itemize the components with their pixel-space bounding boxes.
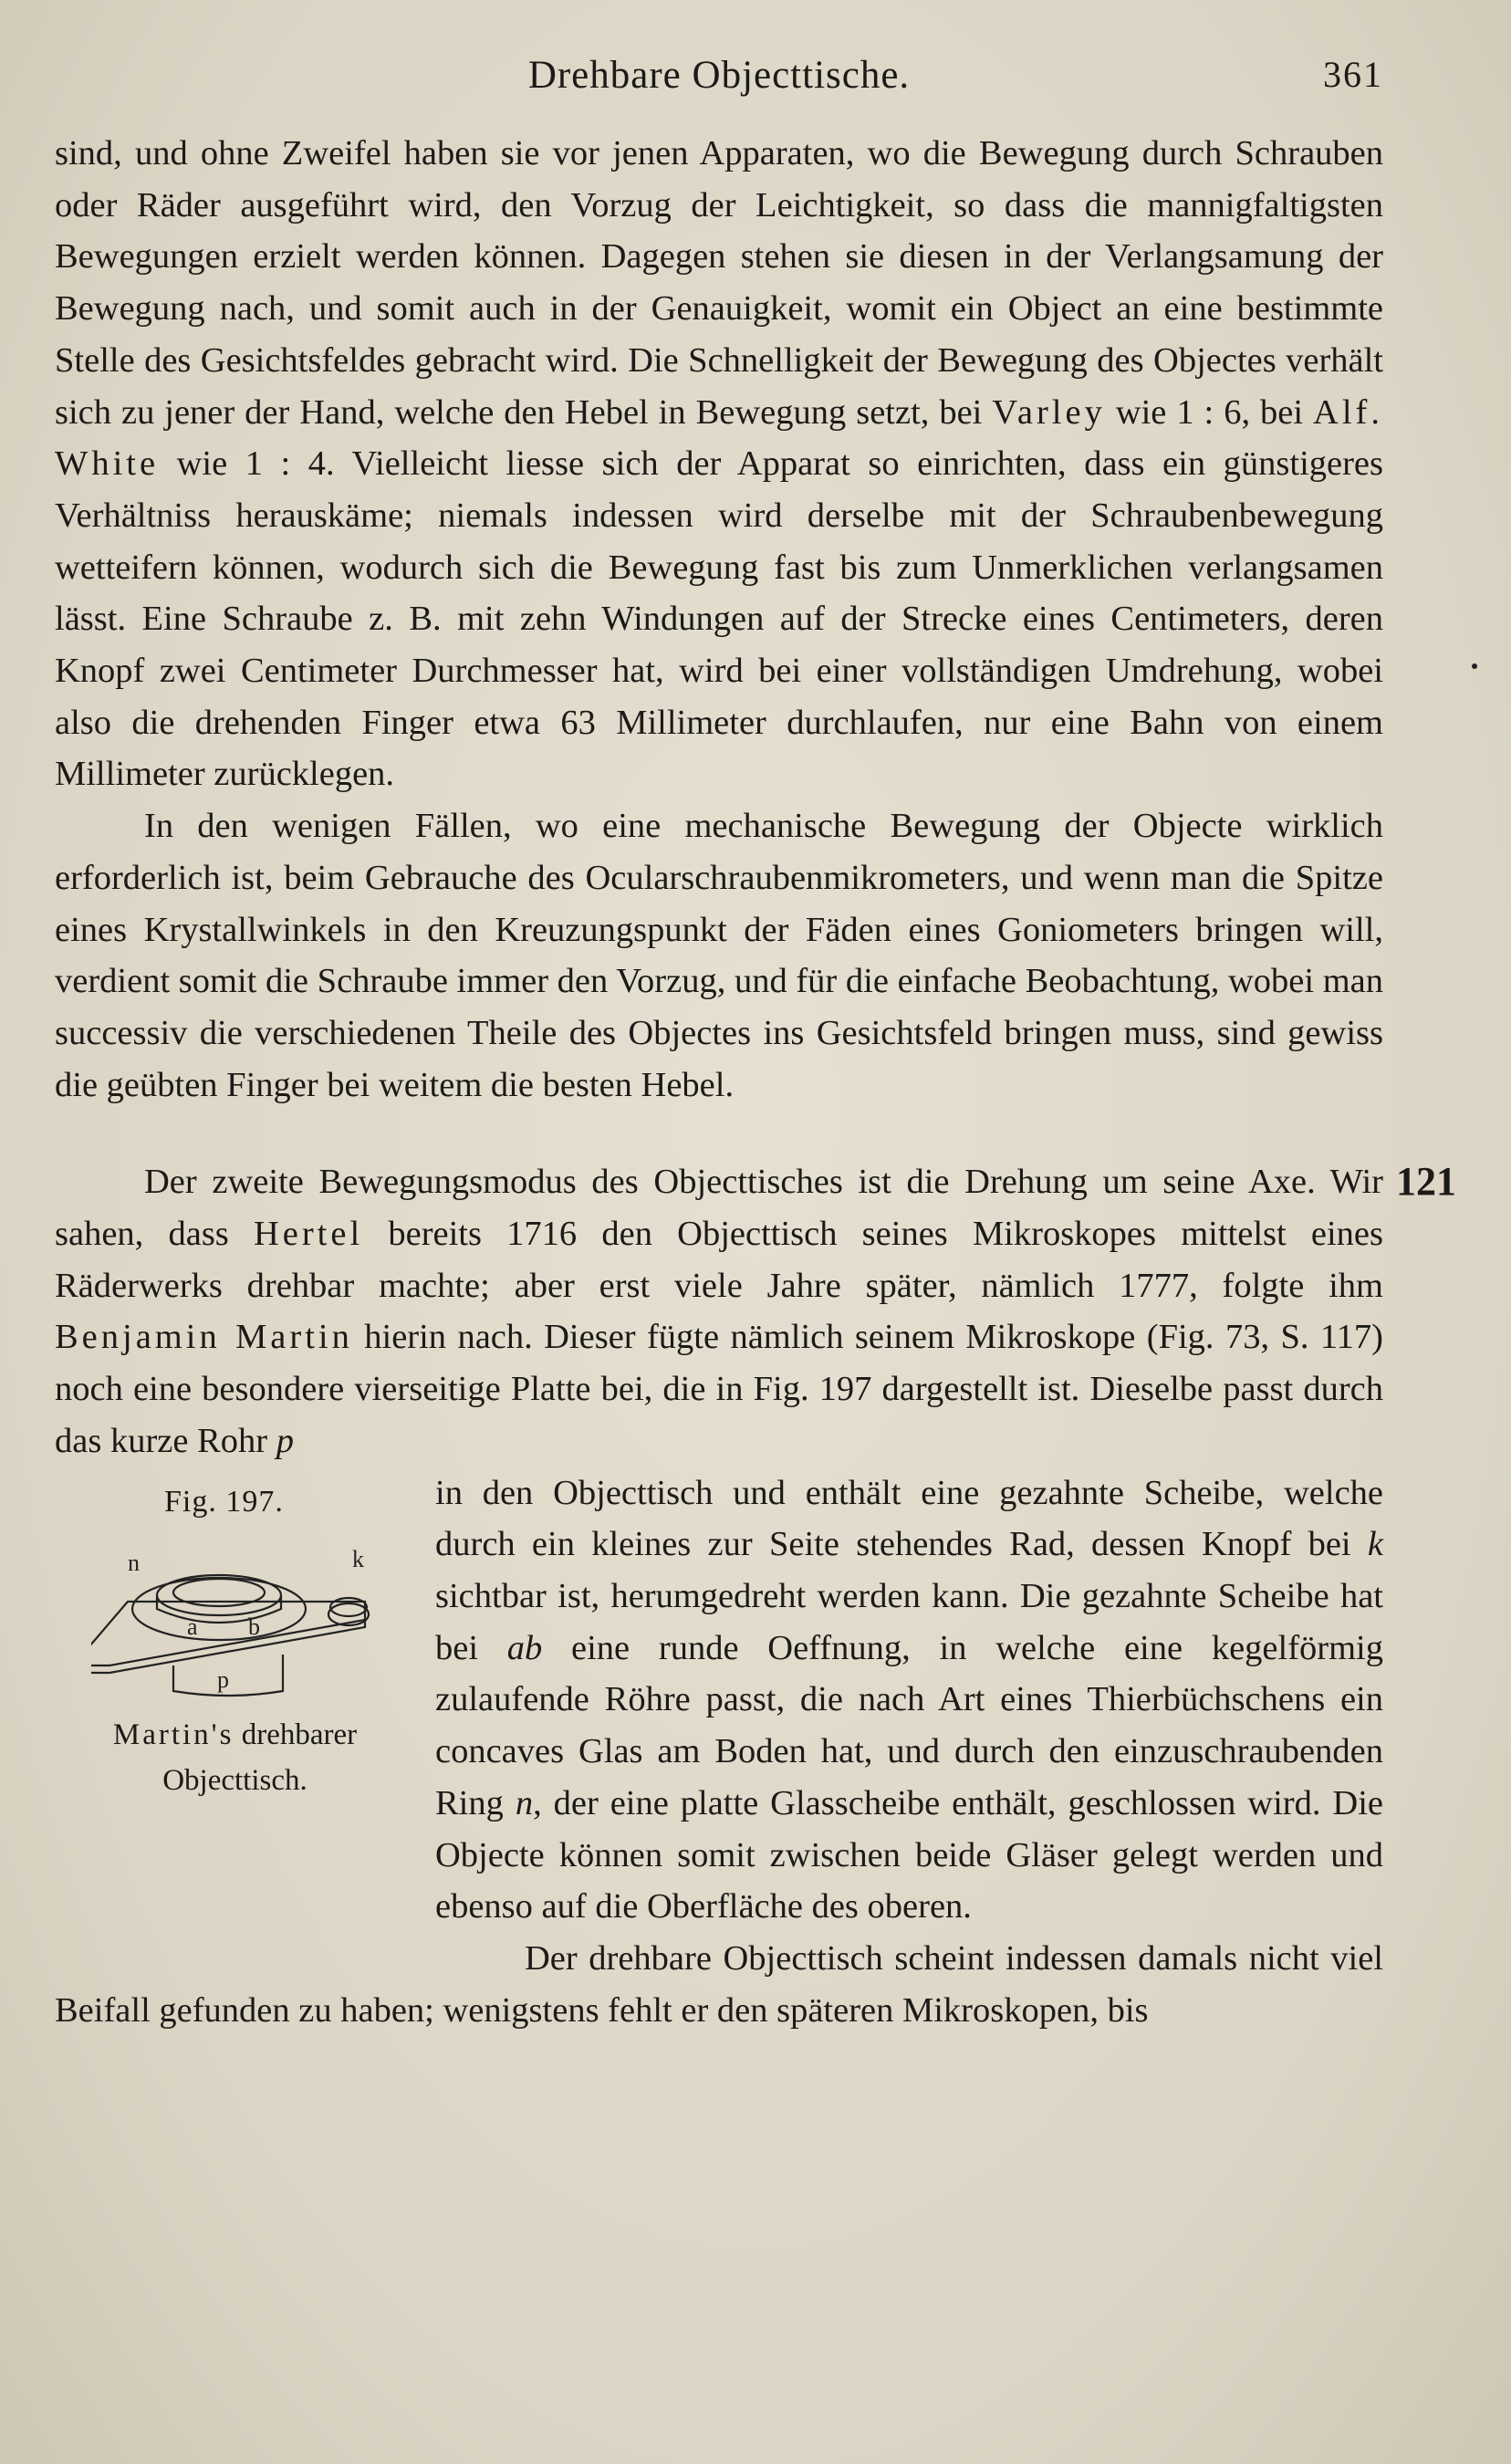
letter-n: n bbox=[128, 1549, 140, 1576]
person-name-martin: Benjamin Martin bbox=[55, 1318, 353, 1357]
figure-caption: Martin's drehbarer Objecttisch. bbox=[112, 1717, 358, 1797]
paragraph-3: Der zweite Bewegungsmodus des Objecttisches ist die Drehung um seine Axe. Wir sahen, dass Hertel bereits 1716 den Objecttisch seines Mikroskopes mittelst eines Räderwerks drehbar machte; aber erst viele Jahre später, nämlich 1777, folgte ihm Benjamin Martin hierin nach. Dieser fügte nämlich seinem Mikroskope (Fig. 73, S. 117) noch eine besondere vierseitige Platte bei, die in Fig. 197 dargestellt ist. Dieselbe passt durch das kurze Rohr p bbox=[55, 1163, 1384, 1460]
figure-197 bbox=[55, 1467, 415, 1983]
paragraph-4: Der drehbare Objecttisch scheint indessen damals nicht viel Beifall gefunden zu haben; wenigstens fehlt er den späteren Mikroskopen, bis bbox=[55, 1938, 1383, 2030]
section-121 bbox=[55, 1156, 1456, 1467]
rotating-stage-drawing bbox=[91, 1518, 392, 1709]
page-header bbox=[55, 47, 1383, 111]
page-number: 361 bbox=[1323, 54, 1383, 95]
body-text bbox=[55, 128, 1456, 2036]
figure-label: Fig. 197. bbox=[164, 1484, 284, 1519]
section-gap bbox=[55, 1111, 1383, 1156]
letter-a: a bbox=[187, 1613, 198, 1640]
ring-n-outer bbox=[157, 1575, 281, 1615]
paragraph-2: In den wenigen Fällen, wo eine mechanische Bewegung der Objecte wirklich erforderlich ist, beim Gebrauche des Ocularschraubenmikrometers, und wenn man die Spitze eines Krystallwinkels in den Kreuzungspunkt der Fäden eines Goniometers bringen will, verdient somit die Schraube immer den Vorzug, und für die einfache Beobachtung, wobei man successiv die verschiedenen Theile des Objectes ins Gesichtsfeld bringen muss, sind gewiss die geübten Finger bei weitem die besten Hebel. bbox=[55, 807, 1383, 1104]
letter-b: b bbox=[248, 1613, 260, 1640]
caption-name: Martin's bbox=[112, 1717, 234, 1751]
person-name-hertel: Hertel bbox=[253, 1215, 364, 1254]
person-name-white: Alf. White bbox=[55, 392, 1383, 484]
margin-dot bbox=[1472, 663, 1477, 669]
variable-p: p bbox=[276, 1421, 294, 1460]
margin-section-number: 121 bbox=[1396, 1159, 1456, 1205]
running-title: Drehbare Objecttische. bbox=[527, 54, 911, 97]
letter-p: p bbox=[217, 1665, 229, 1693]
paragraph-1: sind, und ohne Zweifel haben sie vor jenen Apparaten, wo die Bewegung durch Schrauben oder Räder ausgeführt wird, den Vorzug der Leichtigkeit, so dass die mannigfaltigsten Bewegungen erzielt werden können. Dagegen stehen sie diesen in der Verlangsamung der Bewegung nach, und somit auch in der Genauigkeit, womit ein Object an eine bestimmte Stelle des Gesichtsfeldes gebracht wird. Die Schnelligkeit der Bewegung des Objectes verhält sich zu jener der Hand, welche den Hebel in Bewegung setzt, bei Varley wie 1 : 6, bei Alf. White wie 1 : 4. Vielleicht liesse sich der Apparat so einrichten, dass ein günstigeres Verhältniss herauskäme; niemals indessen wird derselbe mit der Schraubenbewegung wetteifern können, wodurch sich die Bewegung fast bis zum Unmerklichen verlangsamen lässt. Eine Schraube z. B. mit zehn Windungen auf der Strecke eines Centimeters, deren Knopf zwei Centimeter Durchmesser hat, wird bei einer vollständigen Umdrehung, wobei also die drehenden Finger etwa 63 Millimeter durchlaufen, nur eine Bahn von einem Millimeter zurücklegen. bbox=[55, 134, 1383, 794]
paragraph-3-continued: in den Objecttisch und enthält eine gezahnte Scheibe, welche durch ein kleines zur Seite stehendes Rad, dessen Knopf bei k sichtbar ist, herumgedreht werden kann. Die gezahnte Scheibe hat bei ab eine runde Oeffnung, in welche eine kegelförmig zulaufende Röhre passt, die nach Art eines Thierbüchschens ein concaves Glas am Boden hat, und durch den einzuschraubenden Ring n, der eine platte Glasscheibe enthält, geschlossen wird. Die Objecte können somit zwischen beide Gläser gelegt werden und ebenso auf die Oberfläche des oberen. bbox=[435, 1473, 1383, 1926]
letter-k: k bbox=[352, 1545, 364, 1572]
person-name-varley: Varley bbox=[992, 392, 1106, 432]
